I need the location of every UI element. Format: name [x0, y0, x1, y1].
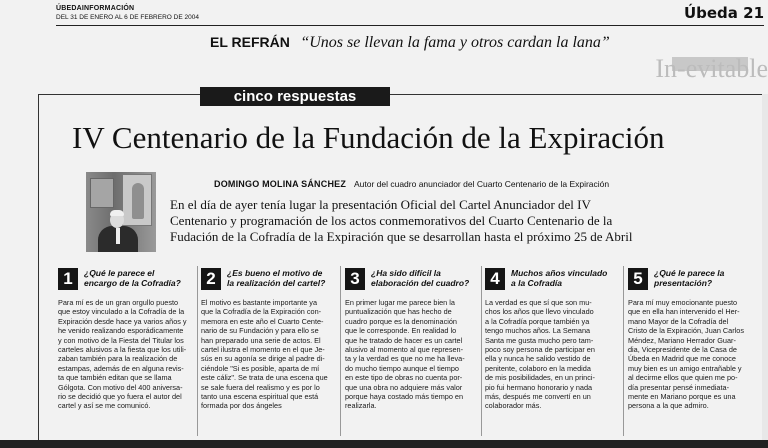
answer-question — [84, 268, 181, 288]
intro-paragraph — [170, 197, 754, 245]
answer-line: colaborador más. — [485, 401, 542, 411]
answer-line: Para mí muy emocionante puesto — [628, 298, 738, 307]
answer-line: ciéndole "Si es posible, aparta de mí — [201, 363, 320, 373]
answer-line: Cristo de la Expiración, Juan Carlos — [628, 326, 744, 336]
answer-line: cartel y así se me comunicó. — [58, 401, 151, 411]
answer-column-4 — [485, 264, 618, 440]
photo-painting-right — [122, 174, 152, 226]
answer-line: carteles alusivos a la fiesta que los utili- — [58, 345, 187, 355]
answer-line: dia, Vicepresidente de la Casa de — [628, 345, 737, 355]
answer-line: realizarla. — [345, 401, 377, 411]
answer-line: En primer lugar me parece bien la — [345, 298, 455, 307]
footer-rule — [0, 440, 768, 448]
answer-number: 4 — [485, 268, 505, 290]
question-line: Muchos años vinculado — [511, 268, 608, 278]
intro-line: En el día de ayer tenía lugar la presentación Oficial del Cartel Anunciador del IV — [170, 197, 591, 212]
answer-line: en este tipo de obras no cuenta por- — [345, 373, 463, 383]
answer-line: cuadro porque es la denominación — [345, 316, 457, 326]
answer-number: 3 — [345, 268, 365, 290]
answer-line: tanto una escena espiritual que está — [201, 392, 319, 402]
answer-line: ta y la verdad es que no me ha lleva- — [345, 354, 465, 364]
answer-line: El motivo es bastante importante ya — [201, 298, 317, 307]
background-headline-fragment: In-evitable — [655, 54, 768, 83]
answer-line: memora en este año el Cuarto Cente- — [201, 316, 324, 326]
background-article-fragment — [618, 54, 768, 94]
photo-person-hair — [110, 210, 124, 216]
answer-line: cartel ilustra el momento en el que Je- — [201, 345, 325, 355]
question-line: ¿Qué le parece la — [654, 268, 725, 278]
answer-question — [371, 268, 469, 288]
answer-number: 1 — [58, 268, 78, 290]
answer-line: he venido realizando esporádicamente — [58, 326, 184, 336]
answer-line: que una obra no adquiere más valor — [345, 382, 463, 392]
answer-line: al decirme ellos que quien me po- — [628, 373, 738, 383]
question-line: elaboración del cuadro? — [371, 278, 470, 288]
answer-line: Úbeda en Madrid que me conoce — [628, 354, 736, 364]
answer-line: sús en su agonía se dirige al padre di- — [201, 354, 325, 364]
section-tag: cinco respuestas — [200, 87, 390, 106]
answer-line: este cáliz". Se trata de una escena que — [201, 373, 328, 383]
answer-question — [511, 268, 607, 288]
answer-line: y con motivo de la Fiesta del Titular los — [58, 335, 184, 345]
answer-line: de mis posibilidades, en un princi- — [485, 373, 595, 383]
answer-column-5 — [628, 264, 766, 440]
question-line: presentación? — [654, 278, 713, 288]
answer-column-2 — [201, 264, 336, 440]
byline-name: DOMINGO MOLINA SÁNCHEZ — [214, 179, 347, 189]
answer-line: do mucho tiempo aunque el tiempo — [345, 363, 459, 373]
author-photo — [86, 172, 156, 252]
masthead — [56, 4, 764, 26]
page-edge — [762, 94, 768, 440]
answer-line: estampas, además de en alguna revis- — [58, 363, 184, 373]
issue-dates: DEL 31 DE ENERO AL 6 DE FEBRERO DE 2004 — [56, 14, 199, 21]
question-line: encargo de la Cofradía? — [84, 278, 181, 288]
answer-text — [628, 298, 744, 411]
answer-line: más, después me convertí en un — [485, 392, 591, 402]
answer-line: Santa me gusta mucho pero tam- — [485, 335, 594, 345]
answer-text — [345, 298, 465, 411]
answer-question — [654, 268, 724, 288]
answer-line: muy bien es un amigo entrañable y — [628, 363, 742, 373]
answer-line: poco soy persona de participar en — [485, 345, 595, 355]
answer-text — [485, 298, 595, 411]
answer-text — [58, 298, 187, 411]
answer-column-1 — [58, 264, 190, 440]
answer-number: 5 — [628, 268, 648, 290]
answer-line: mano Mayor de la Cofradía del — [628, 316, 729, 326]
answer-line: Expiración desde hace ya varios años y — [58, 316, 187, 326]
answer-line: que estoy vinculado a la Cofradía de la — [58, 307, 185, 317]
answer-line: nario de su Fundación y para ello se — [201, 326, 319, 336]
intro-line: Centenario y programación de los actos conmemorativos del Cuarto Centenario de la — [170, 213, 613, 228]
answer-line: que la Cofradía de la Expiración con- — [201, 307, 322, 317]
answer-line: mente en Mariano porque es una — [628, 392, 736, 402]
headline: IV Centenario de la Fundación de la Expiración — [72, 120, 665, 155]
answer-number: 2 — [201, 268, 221, 290]
answer-line: ella y nunca he salido vestido de — [485, 354, 591, 364]
answer-line: formada por dos ángeles — [201, 401, 282, 411]
answer-line: penitente, colaboro en la medida — [485, 363, 591, 373]
answer-line: persona a la que admiro. — [628, 401, 709, 411]
byline-role: Autor del cuadro anunciador del Cuarto Centenario de la Expiración — [353, 179, 610, 189]
answer-line: que en ella han intervenido el Her- — [628, 307, 740, 317]
page-number: Úbeda 21 — [683, 4, 764, 22]
answer-line: Méndez, Mariano Herrador Guar- — [628, 335, 736, 345]
answer-line: que he tratado de hacer es un cartel — [345, 335, 463, 345]
photo-person-shirt — [116, 228, 120, 244]
refran-label: EL REFRÁN — [210, 34, 290, 50]
answer-line: Para mí es de un gran orgullo puesto — [58, 298, 179, 307]
answer-line: se sale fuera del realismo y es por lo — [201, 382, 320, 392]
answer-line: ta que también editan que se llama — [58, 373, 172, 383]
refran-banner — [210, 34, 750, 56]
answer-line: pio fui hermano honorario y nada — [485, 382, 593, 392]
answer-line: a la Cofradía porque también ya — [485, 316, 590, 326]
publication-name: ÚBEDAINFORMACIÓN — [56, 5, 135, 12]
answer-line: La verdad es que sí que son mu- — [485, 298, 592, 307]
question-line: a la Cofradía — [511, 278, 563, 288]
intro-line: Fudación de la Cofradía de la Expiración que se desarrollan hasta el próximo 25 de Abril — [170, 229, 633, 244]
answer-line: rio se decidió que yo fuera el autor del — [58, 392, 182, 402]
photo-painting-left — [90, 178, 114, 208]
answer-line: han preparado una serie de actos. El — [201, 335, 321, 345]
answer-line: chos los años que llevo vinculado — [485, 307, 594, 317]
answer-line: día presentar pensé inmediata- — [628, 382, 730, 392]
byline — [214, 179, 754, 189]
answer-line: que le corresponde. En realidad lo — [345, 326, 457, 336]
photo-painting-figure — [132, 183, 144, 219]
answer-column-3 — [345, 264, 476, 440]
answer-line: zaban también para la realización de — [58, 354, 178, 364]
answers-columns — [58, 264, 766, 440]
refran-text: “Unos se llevan la fama y otros cardan la lana” — [300, 34, 610, 51]
answer-line: alusivo al momento al que represen- — [345, 345, 464, 355]
answer-text — [201, 298, 328, 411]
answer-line: Gólgota. Con motivo del 400 aniversa- — [58, 382, 183, 392]
answer-question — [227, 268, 325, 288]
question-line: ¿Qué le parece el — [84, 268, 155, 278]
question-line: la realización del cartel? — [227, 278, 326, 288]
answer-line: porque haya costado más tiempo en — [345, 392, 464, 402]
answer-line: puntualización que has hecho de — [345, 307, 452, 317]
question-line: ¿Es bueno el motivo de — [227, 268, 323, 278]
answer-line: tengo muchos años. La Semana — [485, 326, 591, 336]
question-line: ¿Ha sido difícil la — [371, 268, 441, 278]
